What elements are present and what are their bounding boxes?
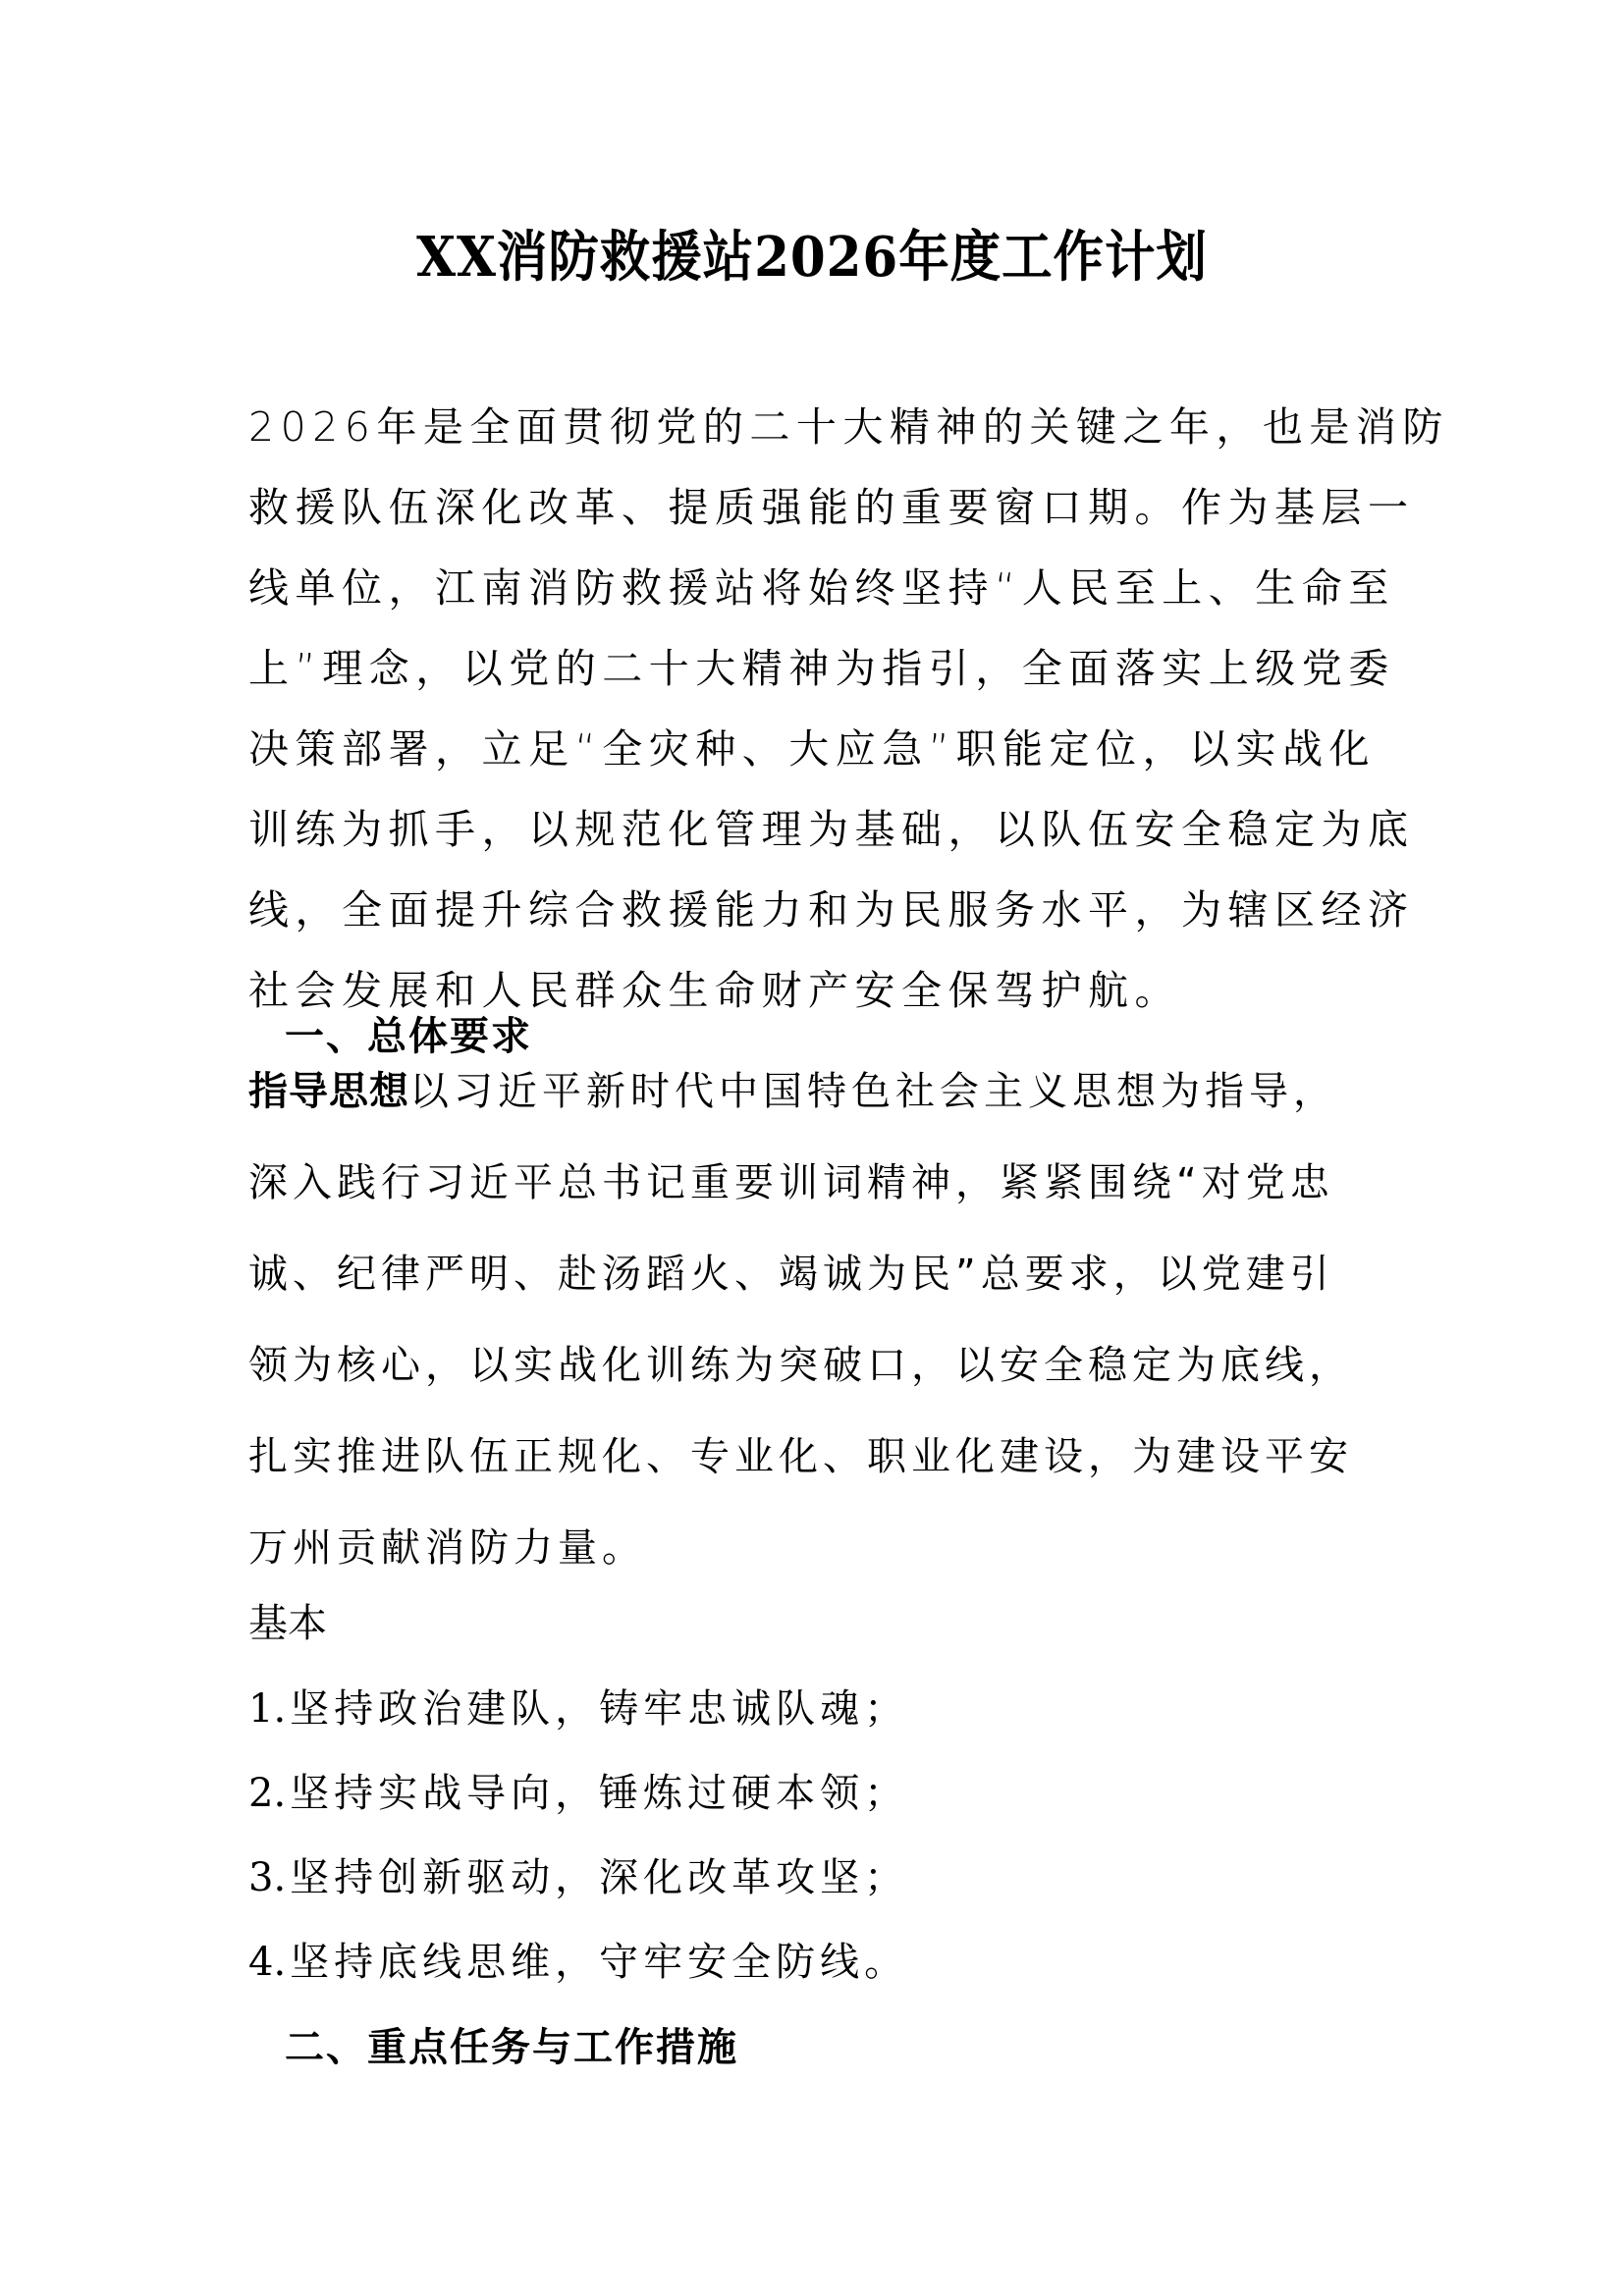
principle-text: 坚持政治建队，铸牢忠诚队魂； [290, 1686, 909, 1732]
guiding-thought-line: 万州贡献消防力量。 [248, 1525, 646, 1571]
principle-number: 3. [248, 1855, 287, 1900]
guiding-thought-paragraph [248, 1046, 1387, 1594]
guiding-thought-label: 指导思想 [248, 1069, 409, 1114]
guiding-thought-line: 领为核心，以实战化训练为突破口，以安全稳定为底线， [248, 1343, 1353, 1388]
intro-line: 线，全面提升综合救援能力和为民服务水平，为辖区经济 [248, 886, 1415, 934]
principle-item [248, 1920, 908, 2004]
intro-line: 2026年是全面贯彻党的二十大精神的关键之年，也是消防 [248, 403, 1449, 451]
section-heading-key-tasks: 二、重点任务与工作措施 [285, 2025, 738, 2070]
document-title: XX消防救援站2026年度工作计划 [416, 225, 1208, 290]
basic-principles-heading: 基本 [248, 1601, 327, 1646]
principle-item [248, 1836, 908, 1920]
intro-line: 训练为抓手，以规范化管理为基础，以队伍安全稳定为底 [248, 806, 1415, 853]
guiding-thought-line: 深入践行习近平总书记重要训词精神，紧紧围绕“对党忠 [248, 1160, 1334, 1205]
principle-item [248, 1751, 908, 1836]
intro-line: 上”理念，以党的二十大精神为指引，全面落实上级党委 [248, 645, 1395, 692]
section-heading-general-requirements: 一、总体要求 [285, 1014, 532, 1059]
principle-number: 2. [248, 1771, 287, 1816]
intro-line: 救援队伍深化改革、提质强能的重要窗口期。作为基层一 [248, 484, 1415, 531]
principle-text: 坚持创新驱动，深化改革攻坚； [290, 1855, 909, 1900]
principle-number: 4. [248, 1940, 287, 1985]
principle-text: 坚持实战导向，锤炼过硬本领； [290, 1771, 909, 1816]
intro-line: 社会发展和人民群众生命财产安全保驾护航。 [248, 967, 1181, 1014]
guiding-thought-text: 以习近平新时代中国特色社会主义思想为指导， [409, 1069, 1337, 1114]
guiding-thought-line: 诚、纪律严明、赴汤蹈火、竭诚为民”总要求，以党建引 [248, 1252, 1334, 1297]
intro-line: 决策部署，立足“全灾种、大应急”职能定位，以实战化 [248, 725, 1376, 773]
guiding-thought-line [248, 1046, 1387, 1138]
intro-line: 线单位，江南消防救援站将始终坚持“人民至上、生命至 [248, 564, 1395, 612]
principle-number: 1. [248, 1686, 287, 1732]
guiding-thought-line: 扎实推进队伍正规化、专业化、职业化建设，为建设平安 [248, 1434, 1353, 1479]
basic-principles-list [248, 1667, 908, 2004]
intro-paragraph [248, 387, 1449, 1031]
principle-text: 坚持底线思维，守牢安全防线。 [290, 1940, 909, 1985]
principle-item [248, 1667, 908, 1751]
